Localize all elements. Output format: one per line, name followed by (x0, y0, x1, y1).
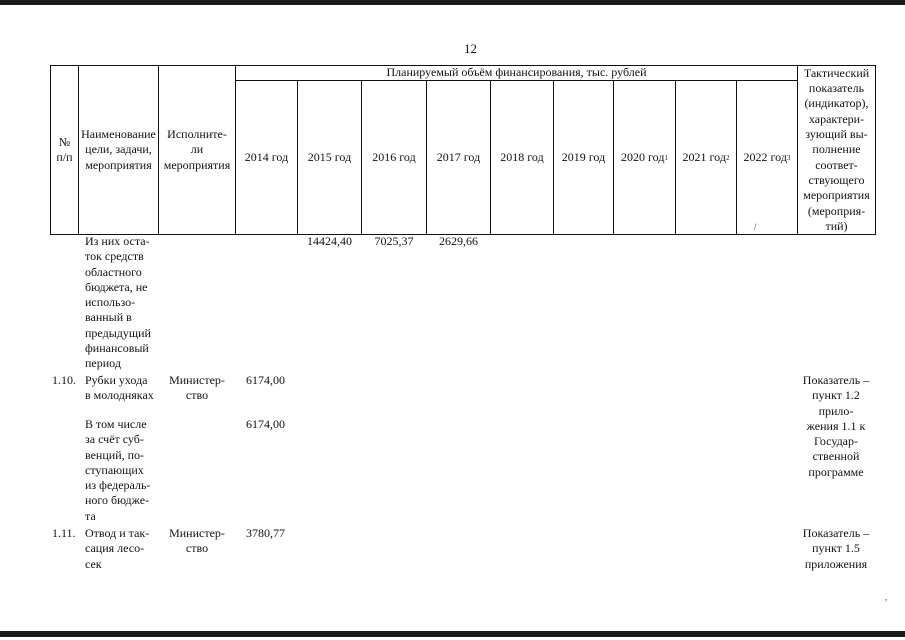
row-110-indicator: Показатель – пункт 1.2 прило- жения 1.1 к Государ- ственной программе (802, 373, 870, 479)
col-line-13 (875, 65, 876, 235)
row-remainder-name: Из них оста- ток средств областного бюджета, не использо- ванный в предыдущий финансовый период (85, 234, 151, 371)
bottom-border (0, 631, 905, 637)
header-year-2018: 2018 год (500, 149, 544, 164)
row-111-num: 1.11. (52, 526, 76, 540)
header-year-2020: 2020 год 1 (621, 149, 668, 164)
row-subvention-name: В том числе за счёт суб- венций, по- ступающих из федераль- ного бюдже- та (85, 417, 151, 523)
row-remainder-2017: 2629,66 (439, 234, 478, 248)
row-111-2014: 3780,77 (246, 526, 285, 540)
scan-speck: / (754, 222, 757, 232)
row-remainder-2015: 14424,40 (307, 234, 352, 248)
row-111-name: Отвод и так- сация лесо- сек (85, 526, 150, 571)
top-border (0, 0, 905, 5)
row-111-executor: Министер- ство (169, 526, 225, 556)
header-indicator: Тактический показатель (индикатор), характери- зующий вы- полнение соответ- ствующего мероприятия (мероприя- тий) (803, 65, 870, 233)
header-year-2015: 2015 год (307, 149, 352, 164)
row-110-num: 1.10. (52, 373, 76, 387)
row-110-name: Рубки ухода в молодняках (85, 373, 154, 403)
header-year-2014: 2014 год (244, 149, 289, 164)
header-executor: Исполните- ли мероприятия (163, 127, 231, 172)
row-110-executor: Министер- ство (169, 373, 225, 403)
header-year-2019: 2019 год (561, 149, 606, 164)
scan-speck: , (885, 592, 888, 602)
page-number: 12 (464, 41, 477, 56)
header-name: Наименование цели, задачи, мероприятия (81, 127, 156, 172)
row-remainder-2016: 7025,37 (374, 234, 414, 248)
header-num: № п/п (56, 134, 73, 164)
header-year-2022: 2022 год 3 (743, 149, 791, 164)
row-110-2014: 6174,00 (246, 373, 285, 387)
header-year-2021: 2021 год 2 (682, 149, 730, 164)
header-financing: Планируемый объём финансирования, тыс. рублей (386, 65, 647, 80)
row-subvention-2014: 6174,00 (246, 417, 285, 431)
header-year-2016: 2016 год (372, 149, 416, 164)
header-year-2017: 2017 год (436, 149, 481, 164)
row-111-indicator: Показатель – пункт 1.5 приложения (802, 526, 870, 571)
